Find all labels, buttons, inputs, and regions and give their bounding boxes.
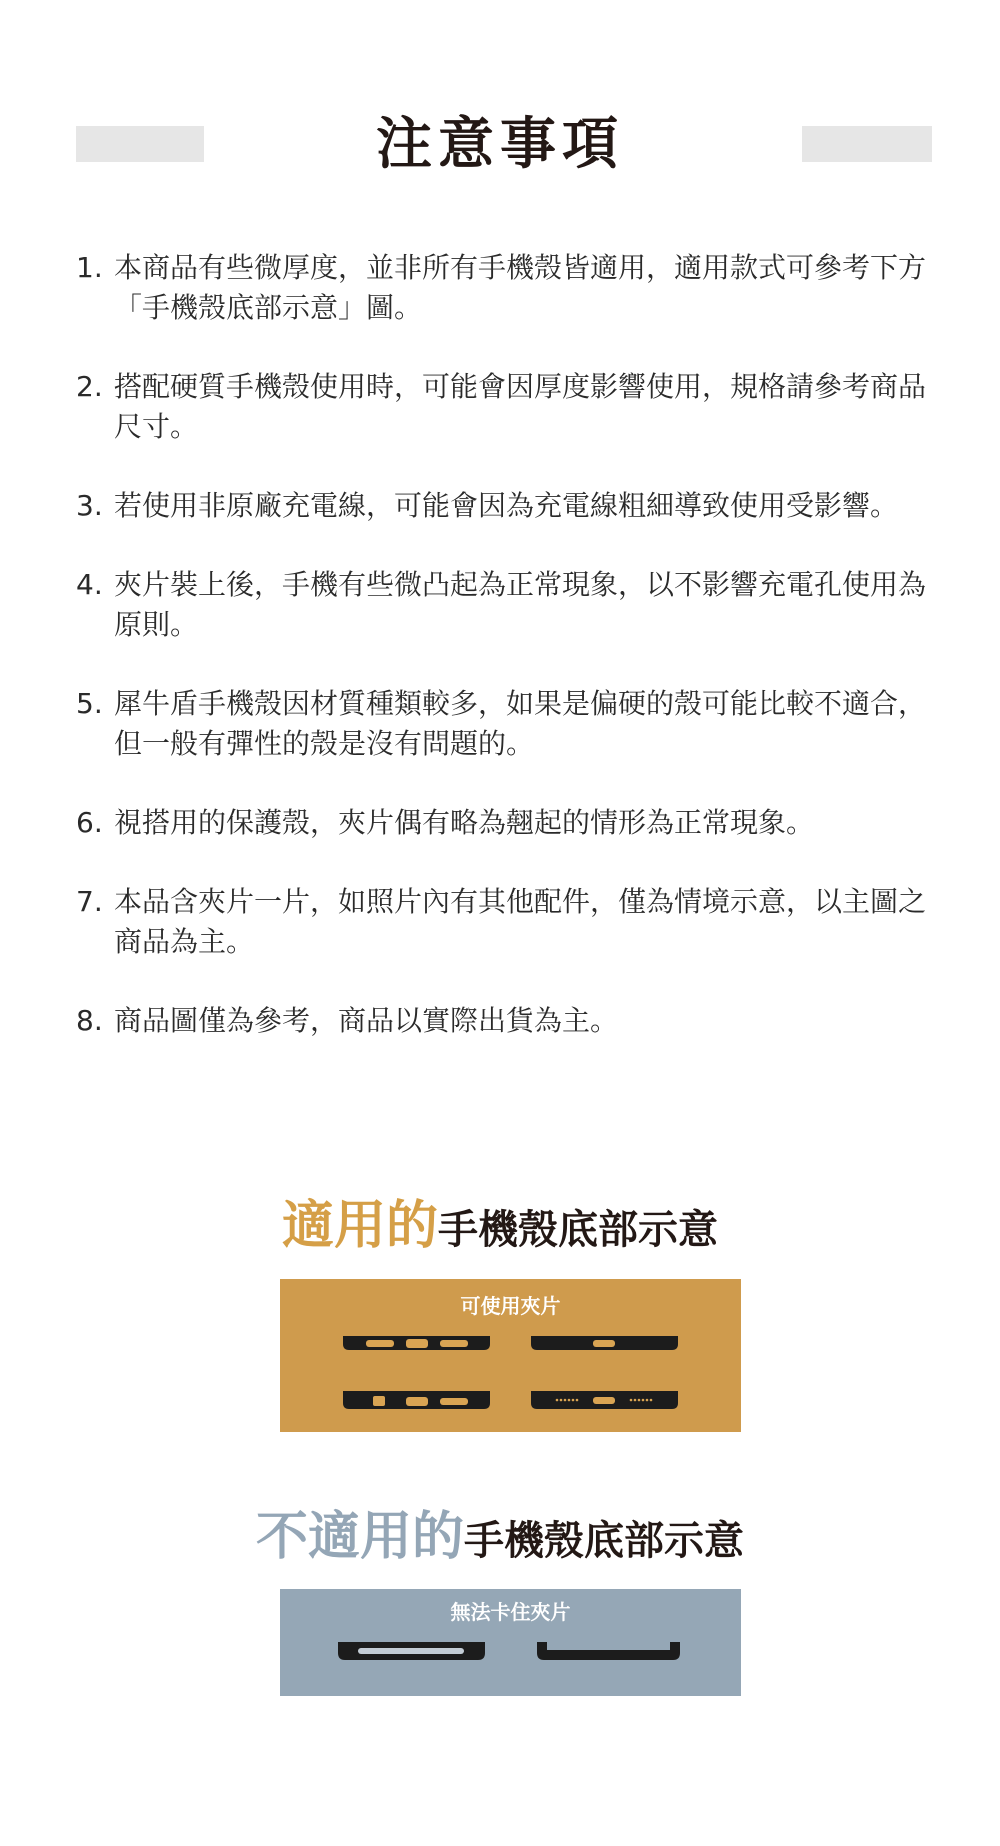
unsuitable-case-illustrations [280,1589,741,1696]
suitable-case-illustrations [280,1279,741,1432]
notice-text: 夾片裝上後，手機有些微凸起為正常現象，以不影響充電孔使用為原則。 [114,568,927,641]
notice-item [76,684,936,764]
suitable-case-diagram [280,1279,741,1432]
notice-number: 1. [76,251,103,284]
notice-item [76,486,936,526]
notice-text: 本品含夾片一片，如照片內有其他配件，僅為情境示意，以主圖之商品為主。 [114,885,927,958]
suitable-heading [0,1183,1000,1258]
title-row [0,104,1000,184]
notice-number: 5. [76,687,103,720]
notice-number: 3. [76,489,103,522]
notice-number: 4. [76,568,103,601]
case-bottom-3-slots-icon [343,1336,490,1350]
notice-number: 7. [76,885,103,918]
unsuitable-heading [0,1494,1000,1569]
case-bottom-speaker-slot-icon [531,1391,678,1409]
notice-item [76,565,936,645]
notice-number: 6. [76,806,103,839]
notice-text: 視搭用的保護殼，夾片偶有略為翹起的情形為正常現象。 [114,806,815,839]
title-decoration-right [802,126,932,162]
notice-item [76,248,936,328]
notice-number: 2. [76,370,103,403]
notice-item [76,367,936,447]
case-bottom-wide-slot-icon [338,1642,485,1660]
suitable-heading-rest: 手機殼底部示意 [438,1207,718,1253]
unsuitable-heading-rest: 手機殼底部示意 [464,1518,744,1564]
suitable-box-label: 可使用夾片 [460,1294,561,1318]
notice-text: 若使用非原廠充電線，可能會因為充電線粗細導致使用受影響。 [114,489,899,522]
case-bottom-1-slot-icon [531,1336,678,1350]
notice-text: 商品圖僅為參考，商品以實際出貨為主。 [114,1004,619,1037]
unsuitable-case-diagram [280,1589,741,1696]
case-bottom-3-slots-variant-icon [343,1391,490,1409]
notice-number: 8. [76,1004,103,1037]
notice-text: 搭配硬質手機殼使用時，可能會因厚度影響使用，規格請參考商品尺寸。 [114,370,927,443]
notice-list [76,248,936,1080]
notice-item [76,1001,936,1041]
notice-text: 犀牛盾手機殼因材質種類較多，如果是偏硬的殼可能比較不適合，但一般有彈性的殼是沒有問題的。 [114,687,927,760]
page-title: 注意事項 [376,112,624,177]
notice-text: 本商品有些微厚度，並非所有手機殼皆適用，適用款式可參考下方「手機殼底部示意」圖。 [114,251,927,324]
unsuitable-box-label: 無法卡住夾片 [450,1600,571,1624]
notice-item [76,882,936,962]
unsuitable-heading-accent: 不適用的 [255,1507,464,1567]
case-bottom-open-icon [537,1642,680,1660]
notice-item [76,803,936,843]
suitable-heading-accent: 適用的 [281,1196,438,1256]
